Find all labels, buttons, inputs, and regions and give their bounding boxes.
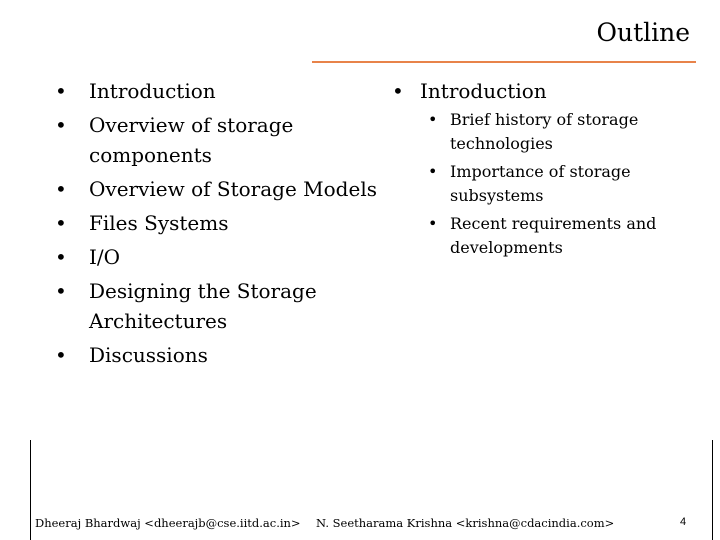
bullet-icon: •: [55, 343, 67, 367]
list-item-label: Designing the Storage Architectures: [89, 279, 317, 333]
detail-column: [392, 76, 692, 264]
list-item: [55, 340, 390, 370]
list-item-label: Overview of Storage Models: [89, 177, 377, 201]
slide-title: Outline: [596, 18, 690, 47]
bullet-icon: •: [55, 113, 67, 137]
footer-divider: [30, 440, 31, 540]
bullet-icon: •: [55, 245, 67, 269]
footer-author-left: Dheeraj Bhardwaj <dheerajb@cse.iitd.ac.in>: [35, 516, 301, 530]
list-item-label: Introduction: [89, 79, 216, 103]
detail-heading-label: Introduction: [420, 79, 547, 103]
list-item-label: Brief history of storage technologies: [450, 110, 639, 153]
list-item: [55, 110, 390, 170]
bullet-icon: •: [428, 214, 438, 233]
bullet-icon: •: [428, 162, 438, 181]
bullet-icon: •: [392, 79, 404, 103]
list-item-label: Overview of storage components: [89, 113, 294, 167]
title-rule: [312, 61, 696, 63]
list-item-label: I/O: [89, 245, 121, 269]
bullet-icon: •: [55, 211, 67, 235]
detail-heading: [392, 76, 692, 106]
bullet-icon: •: [428, 110, 438, 129]
list-item-label: Files Systems: [89, 211, 229, 235]
list-item-label: Importance of storage subsystems: [450, 162, 631, 205]
list-item: [55, 276, 390, 336]
list-item-label: Discussions: [89, 343, 208, 367]
page-number: 4: [680, 516, 687, 528]
list-item: [55, 76, 390, 106]
bullet-icon: •: [55, 177, 67, 201]
list-item: [55, 242, 390, 272]
list-item: [392, 108, 692, 156]
detail-list: [392, 108, 692, 260]
list-item: [55, 174, 390, 204]
footer-divider: [712, 440, 713, 540]
list-item: [55, 208, 390, 238]
list-item-label: Recent requirements and developments: [450, 214, 657, 257]
list-item: [392, 160, 692, 208]
list-item: [392, 212, 692, 260]
outline-list: [55, 76, 390, 374]
bullet-icon: •: [55, 79, 67, 103]
bullet-icon: •: [55, 279, 67, 303]
footer-author-middle: N. Seetharama Krishna <krishna@cdacindia.com>: [316, 516, 615, 530]
